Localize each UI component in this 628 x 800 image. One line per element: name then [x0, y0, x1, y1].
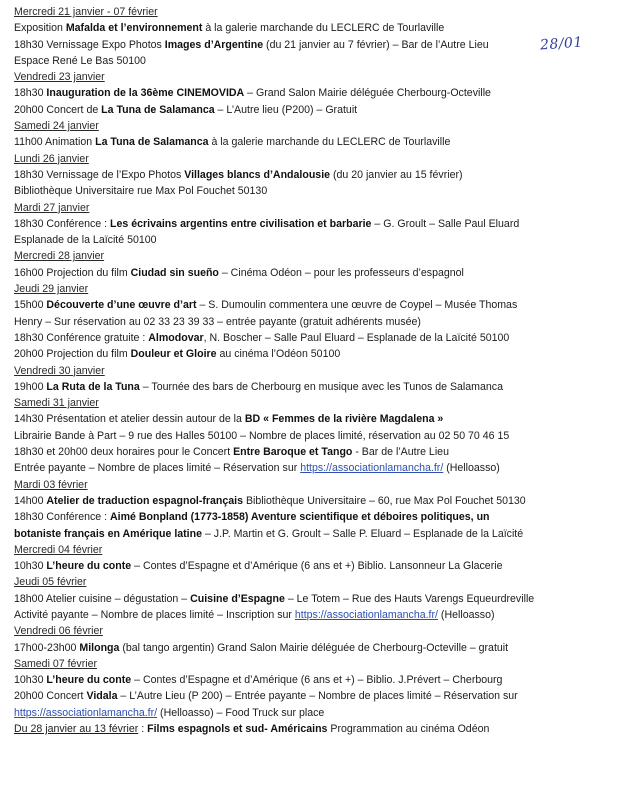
event-line: [14, 509, 620, 525]
event-text: 18h30 Conférence gratuite :: [14, 331, 149, 344]
event-title: Découverte d’une œuvre d’art: [46, 299, 197, 312]
event-text: 11h00 Animation: [14, 136, 96, 149]
date-heading: [14, 4, 620, 20]
event-text: (bal tango argentin) Grand Salon Mairie déléguée de Cherbourg-Octeville – gratuit: [119, 641, 509, 654]
event-text: – L’Autre lieu (P200) – Gratuit: [214, 103, 358, 116]
event-line: [14, 640, 620, 656]
event-line: [14, 460, 620, 476]
date-heading: [14, 248, 620, 264]
event-line: [14, 493, 620, 509]
event-line: [14, 688, 620, 704]
event-title: Milonga: [79, 641, 120, 654]
event-line: [14, 526, 620, 542]
event-text: Entrée payante – Nombre de places limité – Réservation sur: [14, 462, 301, 475]
event-line: [14, 232, 620, 248]
event-text: 18h30 Vernissage Expo Photos: [14, 38, 165, 51]
date-heading: [14, 118, 620, 134]
event-title: Inauguration de la 36ème CINEMOVIDA: [46, 87, 245, 100]
event-line: [14, 34, 620, 54]
event-text: 17h00-23h00: [14, 641, 80, 654]
event-title: Vidala: [86, 690, 118, 703]
event-title: L’heure du conte: [46, 560, 132, 573]
event-line: [14, 314, 620, 330]
event-text: Vendredi 30 janvier: [14, 364, 105, 377]
event-text: 18h30 Conférence :: [14, 217, 111, 230]
event-line: [14, 705, 620, 721]
event-text: Henry – Sur réservation au 02 33 23 39 33 – entrée payante (gratuit adhérents musée): [14, 315, 421, 328]
event-text: – L’Autre Lieu (P 200) – Entrée payante – Nombre de places limité – Réservation sur: [117, 690, 518, 703]
event-title: Almodovar: [148, 331, 204, 344]
event-text: 20h00 Concert: [14, 690, 87, 703]
event-text: , N. Boscher – Salle Paul Eluard – Esplanade de la Laïcité 50100: [203, 331, 510, 344]
event-title: BD « Femmes de la rivière Magdalena »: [244, 413, 444, 426]
event-text: Bibliothèque Universitaire rue Max Pol Fouchet 50130: [14, 185, 268, 198]
event-text: Samedi 07 février: [14, 657, 98, 670]
event-text: Mardi 03 février: [14, 478, 88, 491]
event-title: Les écrivains argentins entre civilisation et barbarie: [110, 217, 372, 230]
event-text: Samedi 31 janvier: [14, 397, 99, 410]
event-text: 10h30: [14, 560, 47, 573]
date-heading: [14, 363, 620, 379]
date-heading: [14, 477, 620, 493]
event-line: [14, 558, 620, 574]
event-text: Jeudi 05 février: [14, 576, 87, 589]
event-title: Douleur et Gloire: [130, 348, 217, 361]
event-title: Atelier de traduction espagnol-français: [46, 494, 244, 507]
event-text: – G. Groult – Salle Paul Eluard: [371, 217, 520, 230]
event-text: à la galerie marchande du LECLERC de Tourlaville: [202, 22, 445, 35]
event-line: [14, 265, 620, 281]
event-text: (du 20 janvier au 15 février): [330, 168, 463, 181]
event-text: 10h30: [14, 674, 47, 687]
event-text: Mercredi 21 janvier - 07 février: [14, 6, 158, 18]
events-document: [14, 4, 620, 737]
event-text: – Le Totem – Rue des Hauts Varengs Equeurdreville: [284, 592, 535, 605]
event-title: Images d’Argentine: [164, 38, 264, 51]
event-text: – Tournée des bars de Cherbourg en musique avec les Tunos de Salamanca: [139, 380, 503, 393]
event-text: Lundi 26 janvier: [14, 152, 89, 165]
date-heading: [14, 151, 620, 167]
event-text: – J.P. Martin et G. Groult – Salle P. Eluard – Esplanade de la Laïcité: [202, 527, 524, 540]
event-line: [14, 411, 620, 427]
event-title: Entre Baroque et Tango: [233, 446, 353, 459]
event-line: [14, 379, 620, 395]
reservation-link[interactable]: https://associationlamancha.fr/: [14, 706, 158, 719]
event-text: Vendredi 23 janvier: [14, 71, 105, 84]
event-text: 14h00: [14, 494, 47, 507]
event-line: [14, 53, 620, 69]
event-text: Mercredi 04 février: [14, 543, 103, 556]
event-line: [14, 346, 620, 362]
event-line: [14, 297, 620, 313]
event-title: botaniste français en Amérique latine: [14, 527, 202, 540]
date-heading: [14, 69, 620, 85]
event-text: 16h00 Projection du film: [14, 266, 131, 279]
event-text: - Bar de l’Autre Lieu: [352, 446, 449, 459]
event-text: – Cinéma Odéon – pour les professeurs d’espagnol: [218, 266, 464, 279]
event-title: La Tuna de Salamanca: [95, 136, 209, 149]
event-text: 18h30 et 20h00 deux horaires pour le Concert: [14, 446, 234, 459]
event-title: La Tuna de Salamanca: [101, 103, 215, 116]
event-text: 18h30 Conférence :: [14, 511, 111, 524]
date-heading: [14, 395, 620, 411]
event-text: Esplanade de la Laïcité 50100: [14, 234, 157, 247]
date-heading: [14, 623, 620, 639]
reservation-link[interactable]: https://associationlamancha.fr/: [294, 608, 438, 621]
event-text: Mardi 27 janvier: [14, 201, 90, 214]
event-line: [14, 134, 620, 150]
event-text: Samedi 24 janvier: [14, 120, 99, 133]
event-text: (Helloasso) – Food Truck sur place: [157, 706, 325, 719]
event-text: (du 21 janvier au 7 février) – Bar de l’Autre Lieu: [263, 38, 489, 51]
event-text: Activité payante – Nombre de places limité – Inscription sur: [14, 608, 295, 621]
event-title: Mafalda et l’environnement: [65, 22, 203, 35]
event-title: Aimé Bonpland (1773-1858) Aventure scientifique et déboires politiques, un: [110, 511, 490, 524]
date-heading: [14, 281, 620, 297]
event-text: au cinéma l’Odéon 50100: [216, 348, 341, 361]
event-title: Ciudad sin sueño: [130, 266, 219, 279]
event-line: [14, 607, 620, 623]
event-text: 19h00: [14, 380, 47, 393]
event-text: – Contes d’Espagne et d’Amérique (6 ans et +) Biblio. Lansonneur La Glacerie: [131, 560, 503, 573]
event-title: Villages blancs d’Andalousie: [184, 168, 331, 181]
event-text: Exposition: [14, 22, 66, 35]
event-text: Librairie Bande à Part – 9 rue des Halles 50100 – Nombre de places limité, réservation au 02 50 70 46 15: [14, 429, 510, 442]
event-text: (Helloasso): [443, 462, 500, 475]
event-text: Bibliothèque Universitaire – 60, rue Max Pol Fouchet 50130: [243, 494, 526, 507]
period-label: Du 28 janvier au 13 février: [14, 723, 139, 736]
event-line: [14, 672, 620, 688]
event-line: [14, 20, 620, 36]
event-text: 20h00 Concert de: [14, 103, 102, 116]
event-text: Mercredi 28 janvier: [14, 250, 105, 263]
date-heading: [14, 542, 620, 558]
event-line: [14, 721, 620, 737]
event-line: [14, 167, 620, 183]
event-line: [14, 102, 620, 118]
event-line: [14, 216, 620, 232]
event-line: [14, 591, 620, 607]
event-title: Cuisine d’Espagne: [190, 592, 285, 605]
event-title: L’heure du conte: [46, 674, 132, 687]
date-heading: [14, 574, 620, 590]
event-text: 18h00 Atelier cuisine – dégustation –: [14, 592, 191, 605]
date-heading: [14, 200, 620, 216]
event-text: :: [138, 723, 148, 736]
event-text: Programmation au cinéma Odéon: [327, 723, 490, 736]
event-line: [14, 183, 620, 199]
event-text: 14h30 Présentation et atelier dessin autour de la: [14, 413, 245, 426]
event-text: Espace René Le Bas 50100: [14, 54, 146, 67]
event-text: (Helloasso): [437, 608, 495, 621]
event-title: Films espagnols et sud- Américains: [147, 723, 328, 736]
event-text: Vendredi 06 février: [14, 625, 103, 638]
event-text: Jeudi 29 janvier: [14, 283, 89, 296]
event-text: 20h00 Projection du film: [14, 348, 131, 361]
event-text: – Grand Salon Mairie déléguée Cherbourg-Octeville: [244, 87, 491, 100]
event-text: – Contes d’Espagne et d’Amérique (6 ans et +) – Biblio. J.Prévert – Cherbourg: [131, 674, 503, 687]
handwritten-date-note: 28/01: [539, 34, 584, 54]
event-line: [14, 428, 620, 444]
event-line: [14, 444, 620, 460]
date-heading: [14, 656, 620, 672]
event-text: 18h30: [14, 87, 47, 100]
event-text: à la galerie marchande du LECLERC de Tourlaville: [208, 136, 451, 149]
event-text: 18h30 Vernissage de l’Expo Photos: [14, 168, 185, 181]
reservation-link[interactable]: https://associationlamancha.fr/: [300, 462, 444, 475]
event-text: 15h00: [14, 299, 47, 312]
event-line: [14, 85, 620, 101]
event-text: – S. Dumoulin commentera une œuvre de Coypel – Musée Thomas: [196, 299, 518, 312]
event-line: [14, 330, 620, 346]
event-title: La Ruta de la Tuna: [46, 380, 140, 393]
